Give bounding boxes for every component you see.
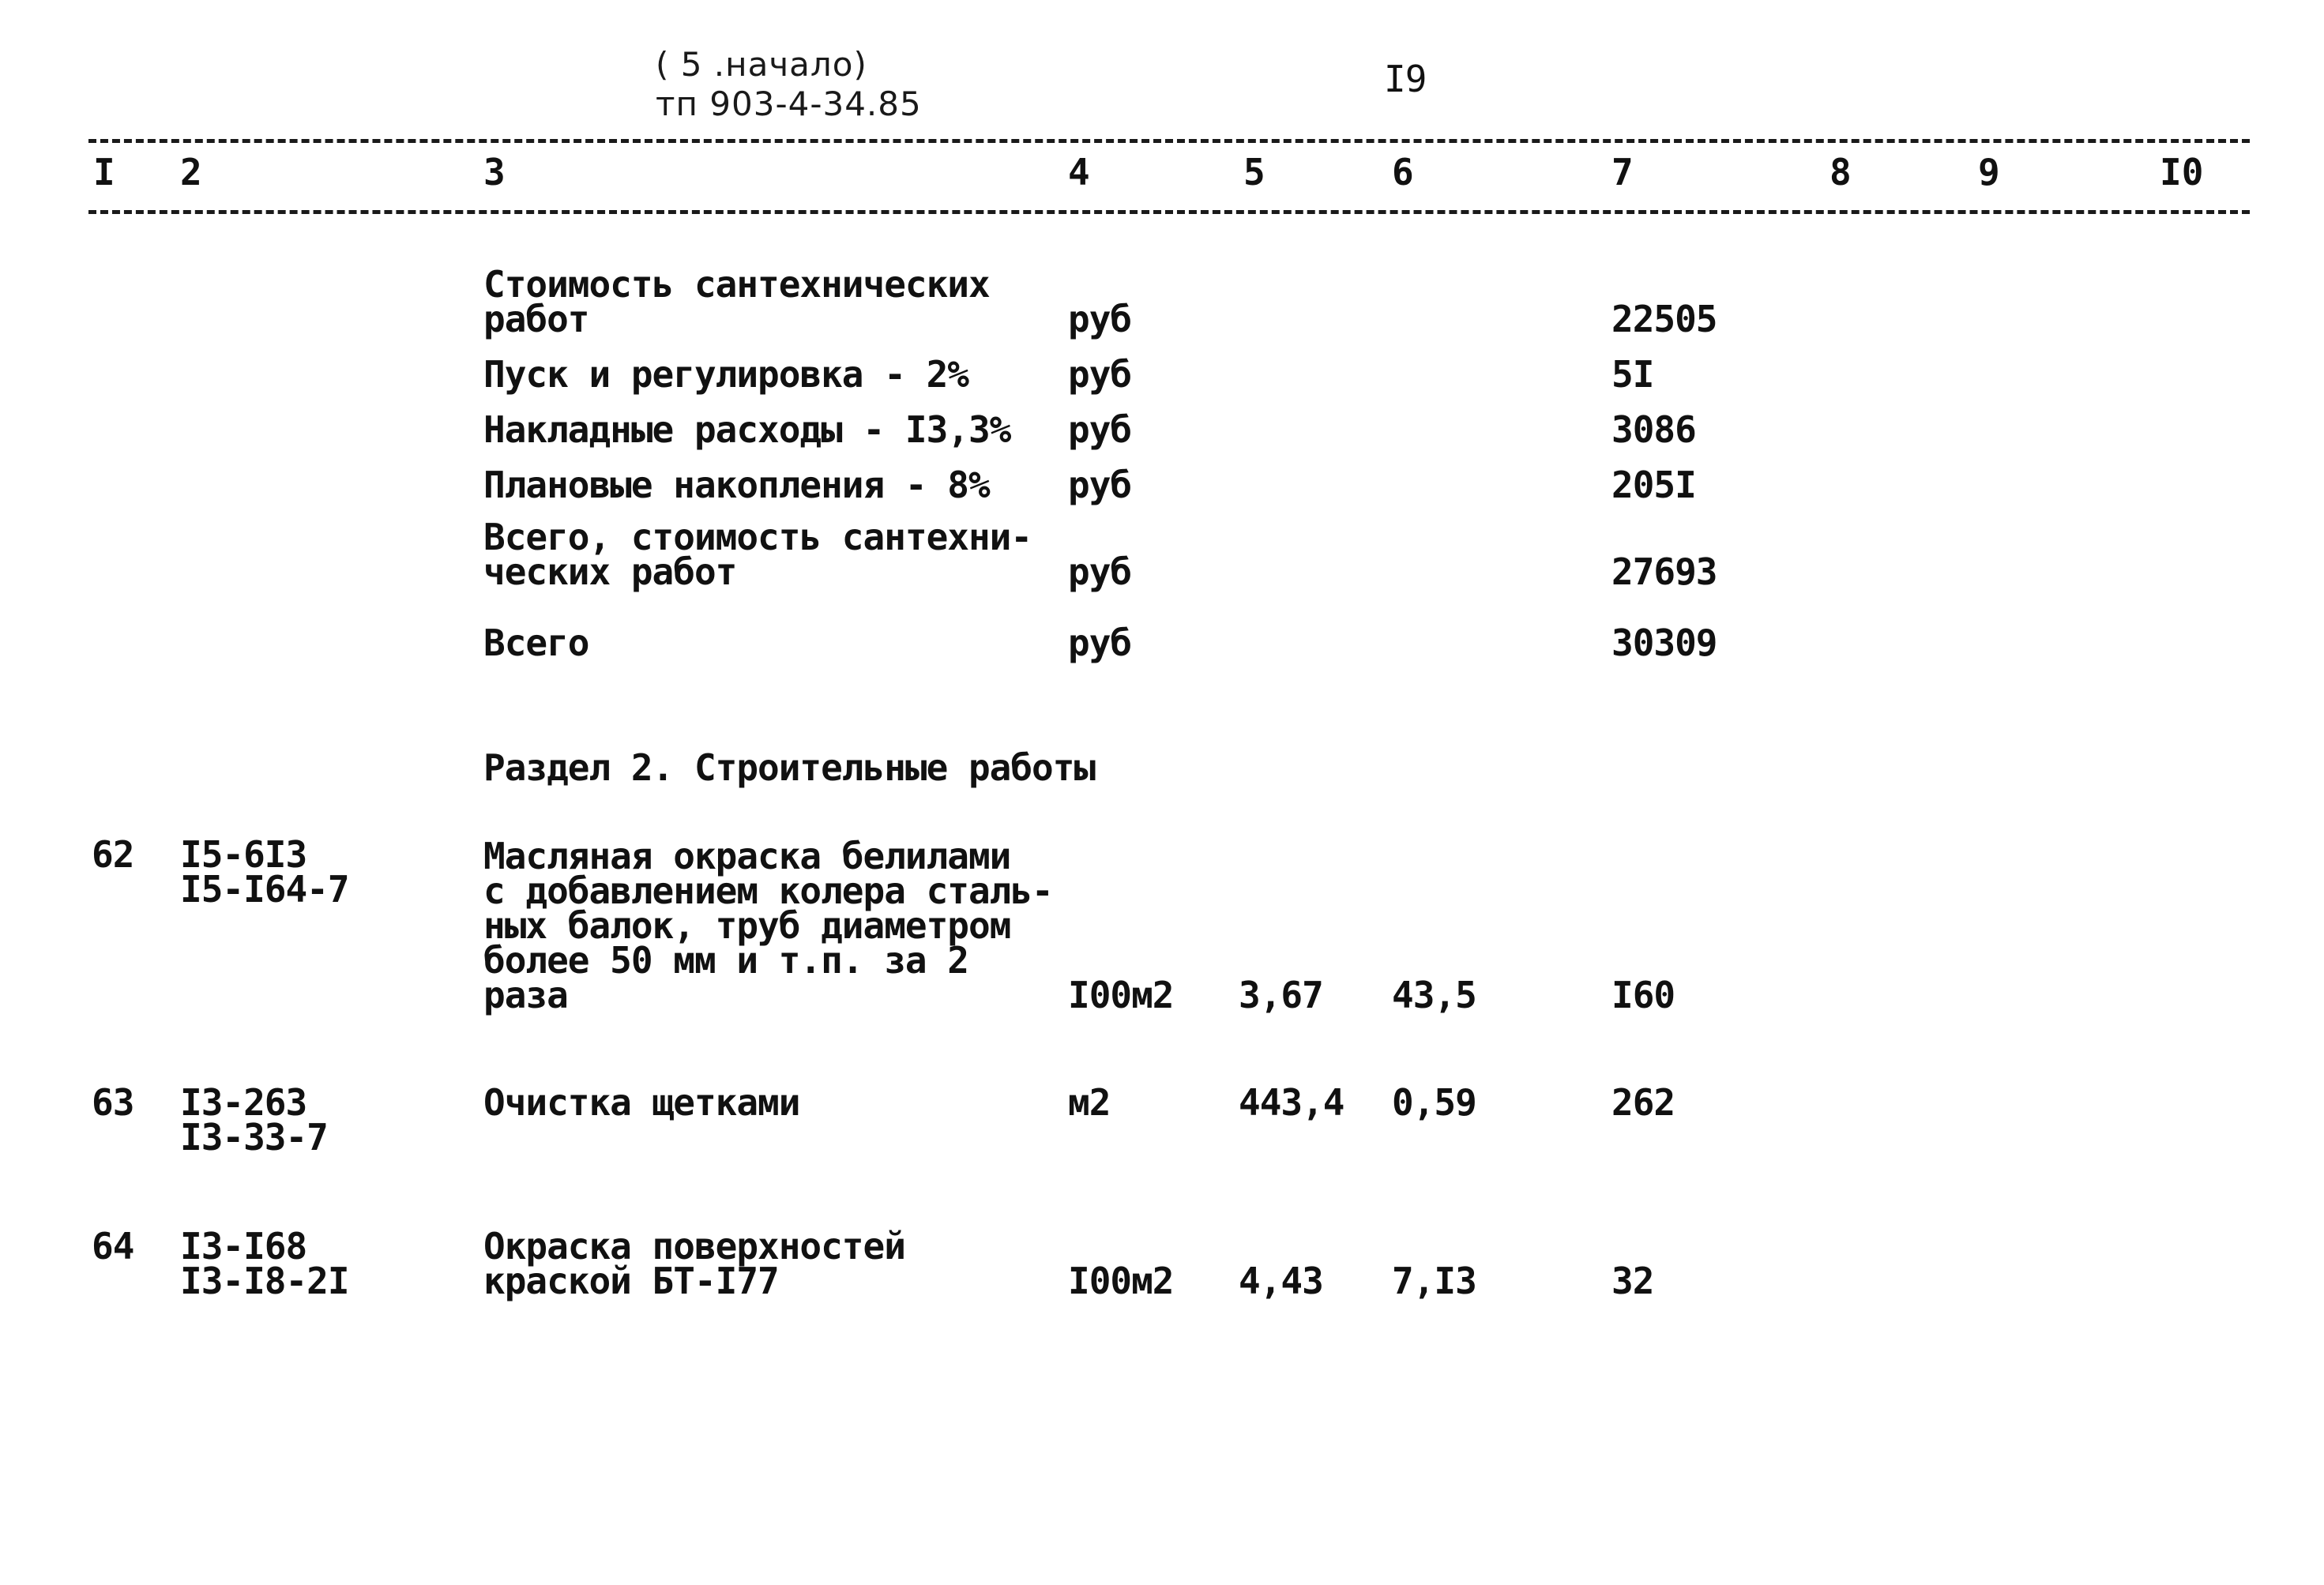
column-header-10: I0 bbox=[2160, 151, 2204, 193]
summary-row-3-line-1: Накладные расходы - I3,3% bbox=[483, 408, 1011, 451]
item-62-number: 62 bbox=[92, 833, 134, 876]
column-header-8: 8 bbox=[1829, 151, 1852, 193]
item-63-number: 63 bbox=[92, 1081, 134, 1124]
summary-row-1-line-1: Стоимость сантехнических bbox=[483, 263, 990, 306]
column-header-6: 6 bbox=[1392, 151, 1414, 193]
item-62-code-1: I5-6I3 bbox=[180, 833, 307, 876]
item-62-price: 43,5 bbox=[1392, 974, 1476, 1016]
summary-row-2-unit: руб bbox=[1068, 353, 1132, 396]
summary-row-6-line-1: Всего bbox=[483, 622, 589, 664]
item-62-desc-line-2: с добавлением колера сталь- bbox=[483, 869, 1053, 912]
item-62-desc-line-3: ных балок, труб диаметром bbox=[483, 904, 1011, 947]
column-header-7: 7 bbox=[1611, 151, 1634, 193]
summary-row-1-line-2: работ bbox=[483, 298, 589, 340]
item-62-desc-line-1: Масляная окраска белилами bbox=[483, 835, 1011, 877]
summary-row-2-line-1: Пуск и регулировка - 2% bbox=[483, 353, 968, 396]
item-62-code-2: I5-I64-7 bbox=[180, 868, 349, 911]
page-number: I9 bbox=[1384, 58, 1427, 100]
item-62-desc-line-5: раза bbox=[483, 974, 568, 1016]
summary-row-5-line-2: ческих работ bbox=[483, 550, 737, 593]
summary-row-1-total: 22505 bbox=[1611, 298, 1717, 340]
item-64-code-1: I3-I68 bbox=[180, 1225, 307, 1268]
item-63-code-1: I3-263 bbox=[180, 1081, 307, 1124]
item-64-price: 7,I3 bbox=[1392, 1260, 1476, 1302]
item-64-code-2: I3-I8-2I bbox=[180, 1260, 349, 1302]
summary-row-6-unit: руб bbox=[1068, 622, 1132, 664]
summary-row-5-total: 27693 bbox=[1611, 550, 1717, 593]
item-64-qty: 4,43 bbox=[1239, 1260, 1323, 1302]
summary-row-4-line-1: Плановые накопления - 8% bbox=[483, 464, 990, 506]
item-62-total: I60 bbox=[1611, 974, 1675, 1016]
item-64-unit: I00м2 bbox=[1068, 1260, 1174, 1302]
item-63-unit: м2 bbox=[1068, 1081, 1111, 1124]
item-63-qty: 443,4 bbox=[1239, 1081, 1344, 1124]
section-title: Раздел 2. Строительные работы bbox=[483, 746, 1096, 789]
item-63-code-2: I3-33-7 bbox=[180, 1116, 328, 1159]
header-note-line2: тп 903-4-34.85 bbox=[656, 85, 922, 123]
item-63-desc-line-1: Очистка щетками bbox=[483, 1081, 800, 1124]
summary-row-3-unit: руб bbox=[1068, 408, 1132, 451]
column-header-9: 9 bbox=[1978, 151, 2000, 193]
item-62-unit: I00м2 bbox=[1068, 974, 1174, 1016]
header-note-line1: ( 5 .начало) bbox=[656, 45, 867, 84]
top-dashed-rule bbox=[88, 139, 2250, 143]
summary-row-4-total: 205I bbox=[1611, 464, 1696, 506]
item-64-total: 32 bbox=[1611, 1260, 1654, 1302]
item-64-desc-line-2: краской БТ-I77 bbox=[483, 1260, 779, 1302]
column-header-4: 4 bbox=[1068, 151, 1090, 193]
column-header-5: 5 bbox=[1243, 151, 1265, 193]
item-62-qty: 3,67 bbox=[1239, 974, 1323, 1016]
summary-row-3-total: 3086 bbox=[1611, 408, 1696, 451]
column-header-2: 2 bbox=[180, 151, 202, 193]
bottom-dashed-rule bbox=[88, 210, 2250, 214]
item-64-number: 64 bbox=[92, 1225, 134, 1268]
item-63-price: 0,59 bbox=[1392, 1081, 1476, 1124]
summary-row-6-total: 30309 bbox=[1611, 622, 1717, 664]
summary-row-4-unit: руб bbox=[1068, 464, 1132, 506]
summary-row-2-total: 5I bbox=[1611, 353, 1654, 396]
item-63-total: 262 bbox=[1611, 1081, 1675, 1124]
item-62-desc-line-4: более 50 мм и т.п. за 2 bbox=[483, 939, 968, 982]
column-header-1: I bbox=[93, 151, 115, 193]
summary-row-5-line-1: Всего, стоимость сантехни- bbox=[483, 516, 1032, 558]
summary-row-5-unit: руб bbox=[1068, 550, 1132, 593]
summary-row-1-unit: руб bbox=[1068, 298, 1132, 340]
item-64-desc-line-1: Окраска поверхностей bbox=[483, 1225, 905, 1268]
column-header-3: 3 bbox=[483, 151, 506, 193]
